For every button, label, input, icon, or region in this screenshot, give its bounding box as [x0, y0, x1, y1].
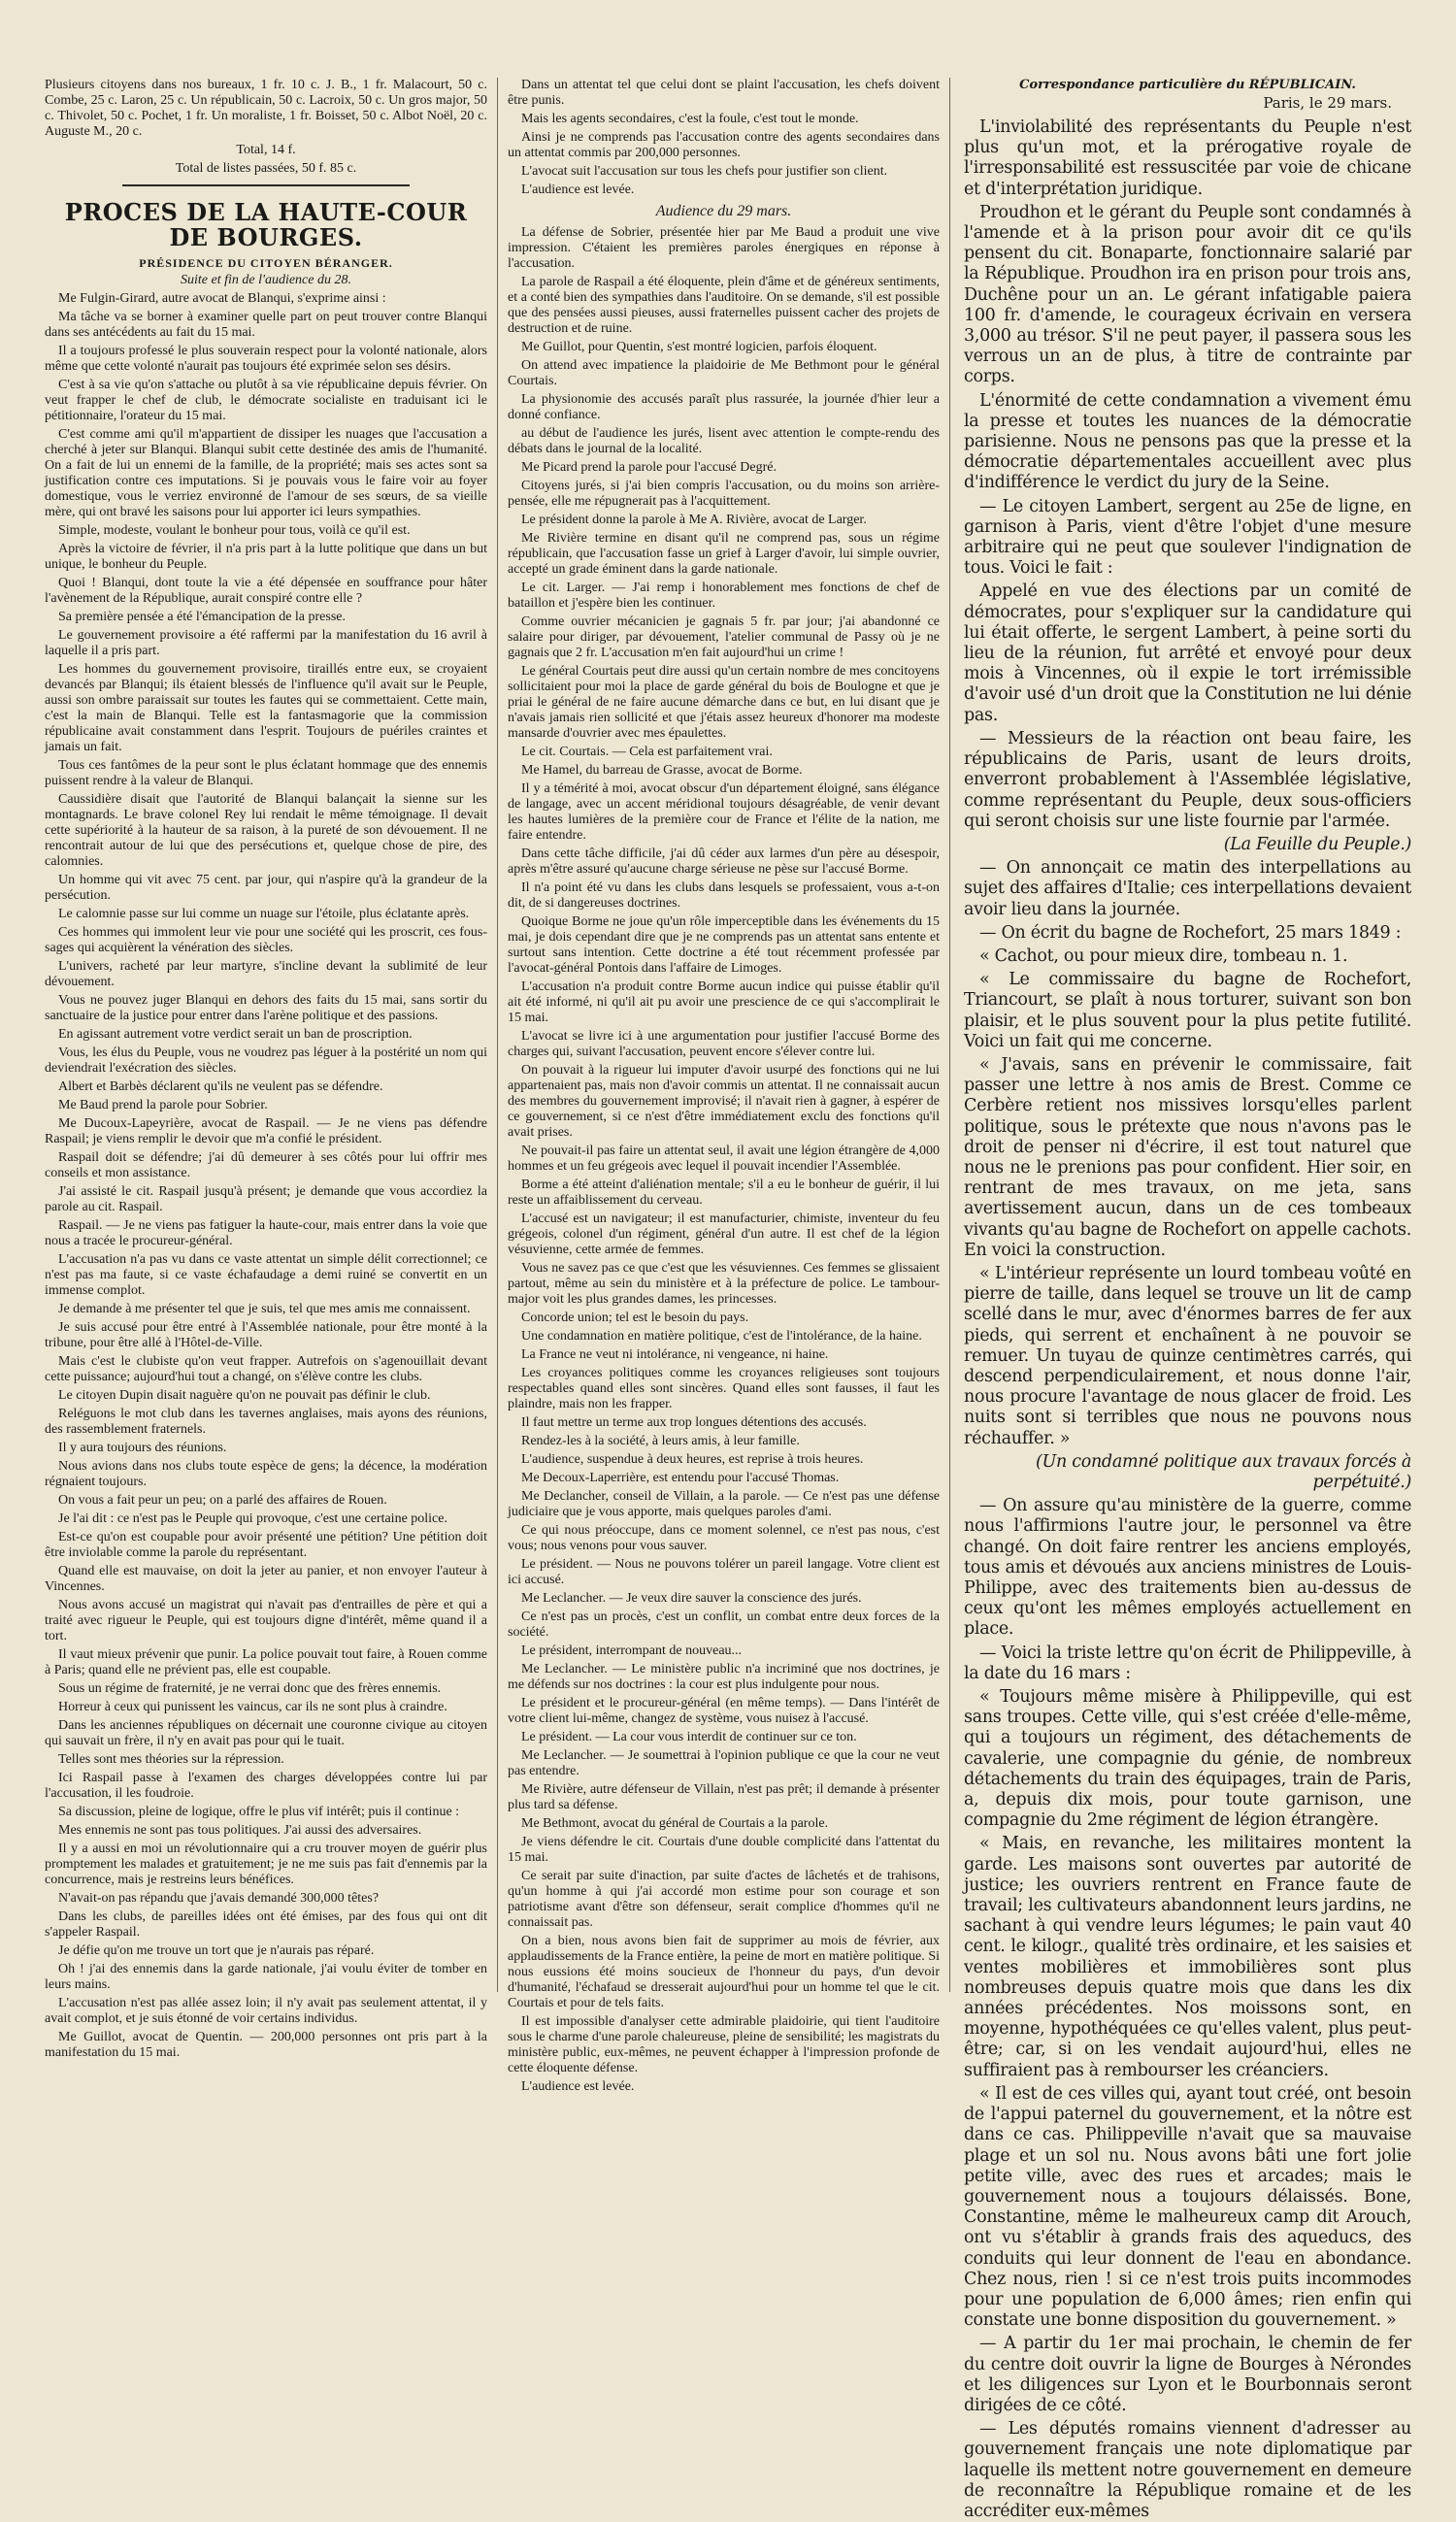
paragraph: Ce serait par suite d'inaction, par suite d'actes de lâchetés et de trahisons, qu'un homme à qui j'ai accordé mon estime pour son courage et son patriotisme avant d'être son défenseur, serait complice d'hommes qu'il ne connaissait pas.	[508, 1869, 940, 1930]
paragraph: C'est à sa vie qu'on s'attache ou plutôt à sa vie républicaine depuis février. On veut frapper le chef de club, le démocrate socialiste en traduisant ici le pétitionnaire, l'orateur du 15 mai.	[45, 378, 487, 423]
source-feuille-du-peuple: (La Feuille du Peuple.)	[1223, 834, 1411, 854]
paragraph: La parole de Raspail a été éloquente, plein d'âme et de généreux sentiments, et a conté bien des sympathies dans l'auditoire. On se demande, s'il est possible que des pensées aussi pieuses, aussi fraternelles puissent cacher des projets de destruction et de ruine.	[508, 275, 940, 336]
paragraph: Me Leclancher. — Le ministère public n'a incriminé que nos doctrines, je me défends sur nos doctrines : la cour est plus indulgente pour nous.	[508, 1662, 940, 1692]
paragraph: Me Guillot, avocat de Quentin. — 200,000 personnes ont pris part à la manifestation du 15 mai.	[45, 2030, 487, 2060]
paragraph: Oh ! j'ai des ennemis dans la garde nationale, j'ai voulu éviter de tomber en leurs mains.	[45, 1962, 487, 1992]
paragraph: Quoique Borme ne joue qu'un rôle imperceptible dans les événements du 15 mai, je dois cependant dire que je ne comprends pas un attentat sans entente et surtout sans intention. Cette doctrine a été tout récemment professée par l'avocat-général Pontois dans l'affaire de Limoges.	[508, 914, 940, 976]
paragraph: Il n'a point été vu dans les clubs dans lesquels se professaient, vous a-t-on dit, de si dangereuses doctrines.	[508, 880, 940, 911]
paragraph: Sous un régime de fraternité, je ne verrai donc que des frères ennemis.	[58, 1681, 442, 1696]
paragraph: Il y a témérité à moi, avocat obscur d'un département éloigné, sans élégance de langage, avec un accent méridional toujours désagréable, de venir devant les hautes lumières de la première cour de France et l'élite de la nation, me faire entendre.	[508, 781, 940, 843]
section-divider	[122, 184, 410, 186]
paragraph: — On écrit du bagne de Rochefort, 25 mars 1849 :	[979, 922, 1402, 943]
presidence-line: PRÉSIDENCE DU CITOYEN BÉRANGER.	[139, 256, 393, 270]
paragraph: Le président. — La cour vous interdit de continuer sur ce ton.	[521, 1730, 857, 1744]
paragraph: Le citoyen Dupin disait naguère qu'on ne pouvait pas définir le club.	[58, 1388, 431, 1403]
paragraph: Ici Raspail passe à l'examen des charges développées contre lui par l'accusation, il les foudroie.	[45, 1771, 487, 1801]
paragraph: Quoi ! Blanqui, dont toute la vie a été dépensée en souffrance pour hâter l'avènement de la République, aurait conspiré contre elle ?	[45, 576, 487, 606]
column-3	[949, 78, 1411, 2521]
paragraph: La défense de Sobrier, présentée hier par Me Baud a produit une vive impression. C'étaient les premières paroles énergiques en réponse à l'accusation.	[508, 225, 940, 271]
paragraph: On pouvait à la rigueur lui imputer d'avoir usurpé des fonctions qui ne lui appartenaient pas, mais non d'avoir commis un attentat. Il ne connaissait aucun des membres du gouvernement improvisé; il n'avait rien à gagner, à espérer de ce gouvernement, si ce n'est d'être immédiatement exclu des fonctions qu'il avait prises.	[508, 1063, 940, 1140]
paragraph: Je l'ai dit : ce n'est pas le Peuple qui provoque, c'est une certaine police.	[58, 1511, 447, 1526]
paragraph: L'audience, suspendue à deux heures, est reprise à trois heures.	[521, 1452, 864, 1467]
paragraph: Il est impossible d'analyser cette admirable plaidoirie, qui tient l'auditoire sous le charme d'une parole chaleureuse, pleine de sensibilité; les magistrats du ministère public, eux-mêmes, ne peuvent échapper à l'impression profonde de cette éloquente défense.	[508, 2014, 940, 2075]
paragraph: N'avait-on pas répandu que j'avais demandé 300,000 têtes?	[58, 1891, 380, 1906]
paragraph: Vous, les élus du Peuple, vous ne voudrez pas léguer à la postérité un nom qui deviendrait l'exécration des siècles.	[45, 1045, 487, 1076]
paragraph: Ainsi je ne comprends pas l'accusation contre des agents secondaires dans un attentat commis par 200,000 personnes.	[508, 130, 940, 160]
paragraph: Après la victoire de février, il n'a pris part à la lutte politique que dans un but unique, le bonheur du Peuple.	[45, 542, 487, 572]
paragraph: En agissant autrement votre verdict serait un ban de proscription.	[58, 1027, 413, 1042]
paragraph: Mes ennemis ne sont pas tous politiques. J'ai aussi des adversaires.	[58, 1823, 422, 1838]
paragraph: « Mais, en revanche, les militaires montent la garde. Les maisons sont ouvertes par autorité de justice; les ouvriers rentrent en France faute de travail; les cultivateurs abandonnent leurs jardins, ne sachant à qui vendre leurs légumes; le pain vaut 40 cent. le kilogr., qualité très ordinaire, et les saisies et ventes mobilières et immobilières sont plus nombreuses depuis quatre mois que dans les dix années précédentes. Nos moissons sont, en moyenne, hypothéquées ce qu'elles valent, plus peut-être; car, si on les vendait aujourd'hui, elles ne suffiraient pas à rembourser les créanciers.	[964, 1834, 1411, 2080]
paragraph: Il y aura toujours des réunions.	[58, 1441, 227, 1455]
paragraph: Ce n'est pas un procès, c'est un conflit, un combat entre deux forces de la société.	[508, 1609, 940, 1640]
paragraph: Reléguons le mot club dans les tavernes anglaises, mais ayons des réunions, des rassemblement fraternels.	[45, 1407, 487, 1437]
paragraph: Je défie qu'on me trouve un tort que je n'aurais pas réparé.	[58, 1943, 375, 1958]
column-1	[45, 78, 497, 2060]
paragraph: Sa discussion, pleine de logique, offre le plus vif intérêt; puis il continue :	[58, 1805, 460, 1819]
paragraph: Ces hommes qui immolent leur vie pour une société qui les proscrit, ces fous-sages qui acquièrent la vénération des siècles.	[45, 925, 487, 955]
paragraph: « L'intérieur représente un lourd tombeau voûté en pierre de taille, dans lequel se trouve un lit de camp scellé dans le mur, avec d'énormes barres de fer aux pieds, qui serrent et enchaînent à ne pouvoir se remuer. Un tuyau de quinze centimètres carrés, qui descend perpendiculairement, et nous donne l'air, nous procure l'avantage de nous glacer de froid. Les nuits sont si terribles que nous ne pouvons nous réchauffer. »	[964, 1263, 1411, 1448]
dateline: Paris, le 29 mars.	[1263, 94, 1392, 112]
paragraph: Rendez-les à la société, à leurs amis, à leur famille.	[521, 1434, 800, 1448]
paragraph: Me Leclancher. — Je veux dire sauver la conscience des jurés.	[521, 1591, 862, 1606]
audience-body	[508, 225, 940, 2095]
paragraph: Me Ducoux-Lapeyrière, avocat de Raspail. — Je ne viens pas défendre Raspail; je viens remplir le devoir que m'a confié le président.	[45, 1116, 487, 1146]
paragraph: Proudhon et le gérant du Peuple sont condamnés à l'amende et à la prison pour avoir dit ce qu'ils pensent du cit. Bonaparte, fonctionnaire salarié par la République. Proudhon ira en prison pour trois ans, Duchêne pour un an. Le gérant infatigable paiera 100 fr. d'amende, le courageux écrivain en versera 3,000 au trésor. S'il ne peut payer, il passera sous les verrous un an de plus, à titre de contrainte par corps.	[964, 202, 1411, 387]
paragraph: — On annonçait ce matin des interpellations au sujet des affaires d'Italie; ces interpellations devaient avoir lieu dans la journée.	[964, 858, 1411, 919]
correspondence-body	[964, 117, 1411, 832]
paragraph: Quand elle est mauvaise, on doit la jeter au panier, et non envoyer l'auteur à Vincennes.	[45, 1564, 487, 1594]
paragraph: « Le commissaire du bagne de Rochefort, Triancourt, se plaît à nous torturer, suivant son bon plaisir, et le plus souvent pour la plus petite futilité. Voici un fait qui me concerne.	[964, 970, 1411, 1051]
paragraph: Ce qui nous préoccupe, dans ce moment solennel, ce n'est pas nous, c'est vous; nous venons pour vous sauver.	[508, 1523, 940, 1553]
paragraph: La physionomie des accusés paraît plus rassurée, la journée d'hier leur a donné confiance.	[508, 392, 940, 422]
paragraph: L'accusé est un navigateur; il est manufacturier, chimiste, inventeur du feu grégeois, colonel d'un régiment, général d'un autre. Il est chef de la légion vésuvienne, cette armée de femmes.	[508, 1211, 940, 1257]
paragraph: On vous a fait peur un peu; on a parlé des affaires de Rouen.	[58, 1493, 387, 1508]
paragraph: « Cachot, ou pour mieux dire, tombeau n. 1.	[979, 946, 1348, 966]
paragraph: L'accusation n'a produit contre Borme aucun indice qui puisse établir qu'il ait été informé, ni qu'il ait pu avoir une prescience de ce qui s'accomplirait le 15 mai.	[508, 979, 940, 1025]
paragraph: L'audience est levée.	[521, 183, 635, 197]
paragraph: Je suis accusé pour être entré à l'Assemblée nationale, pour être monté à la tribune, pour être allé à l'Hôtel-de-Ville.	[45, 1320, 487, 1350]
paragraph: Me Rivière termine en disant qu'il ne comprend pas, sous un régime républicain, que l'accusation fasse un grief à Larger d'avoir, lui simple ouvrier, accepté un grade éminent dans la garde nationale.	[508, 531, 940, 577]
paragraph: Le président donne la parole à Me A. Rivière, avocat de Larger.	[521, 513, 867, 527]
paragraph: Il faut mettre un terme aux trop longues détentions des accusés.	[521, 1415, 867, 1430]
paragraph: Dans cette tâche difficile, j'ai dû céder aux larmes d'un père au désespoir, après m'être assuré qu'aucune charge sérieuse ne pèse sur l'accusé Borme.	[508, 846, 940, 877]
paragraph: Vous ne pouvez juger Blanqui en dehors des faits du 15 mai, sans sortir du sanctuaire de la justice pour entrer dans l'arène politique et des passions.	[45, 993, 487, 1023]
paragraph: L'avocat suit l'accusation sur tous les chefs pour justifier son client.	[521, 164, 888, 179]
paragraph: Horreur à ceux qui punissent les vaincus, car ils ne sont plus à craindre.	[58, 1700, 447, 1714]
paragraph: « Il est de ces villes qui, ayant tout créé, ont besoin de l'appui paternel du gouvernement, et la nôtre est dans ce cas. Philippeville n'avait que sa mauvaise plage et un sol nu. Nous avons bâti une fort jolie petite ville, avec des rues et arcades; mais le gouvernement nous a toujours délaissés. Bone, Constantine, même le malheureux camp dit Arouch, ont vu s'établir à grands frais des aqueducs, des conduits qui leur donnent de l'eau en abondance. Chez nous, rien ! si ce n'est trois puits incommodes pour une population de 6,000 âmes; rien enfin qui constate une bonne disposition du gouvernement. »	[964, 2083, 1411, 2331]
paragraph: L'audience est levée.	[521, 2079, 635, 2094]
paragraph: Nous avons accusé un magistrat qui n'avait pas d'entrailles de père et qui a traité avec rigueur le Peuple, qui est toujours digne d'intérêt, même quand il a tort.	[45, 1598, 487, 1643]
paragraph: Le cit. Courtais. — Cela est parfaitement vrai.	[521, 745, 773, 759]
paragraph: Comme ouvrier mécanicien je gagnais 5 fr. par jour; j'ai abandonné ce salaire pour diriger, par dévouement, l'atelier communal de Passy où je ne gagnais que 2 fr. L'accusation m'en fait aujourd'hui un crime !	[508, 614, 940, 660]
subscription-grand-total: Total de listes passées, 50 f. 85 c.	[175, 161, 357, 176]
paragraph: Ne pouvait-il pas faire un attentat seul, il avait une légion étrangère de 4,000 hommes et un feu grégeois avec lequel il pouvait incendier l'Assemblée.	[508, 1144, 940, 1174]
paragraph: Caussidière disait que l'autorité de Blanqui balançait la sienne sur les montagnards. Le brave colonel Rey lui rendait le même témoignage. Il devait cette supériorité à la hauteur de sa raison, à la pureté de son dévouement. Il ne rencontrait autour de lui que des persécutions et, quelque chose de pire, des calomnies.	[45, 792, 487, 869]
paragraph: Mais les agents secondaires, c'est la foule, c'est tout le monde.	[521, 112, 859, 126]
audience-title: Audience du 29 mars.	[655, 203, 792, 219]
paragraph: Raspail doit se défendre; j'ai dû demeurer à ses côtés pour lui offrir mes conseils et mon assistance.	[45, 1150, 487, 1180]
paragraph: La France ne veut ni intolérance, ni vengeance, ni haine.	[521, 1347, 829, 1362]
paragraph: Tous ces fantômes de la peur sont le plus éclatant hommage que des ennemis puissent rendre à la valeur de Blanqui.	[45, 758, 487, 788]
paragraph: — Voici la triste lettre qu'on écrit de Philippeville, à la date du 16 mars :	[964, 1643, 1411, 1683]
paragraph: — Messieurs de la réaction ont beau faire, les républicains de Paris, usant de leurs droits, enverront probablement à l'Assemblée législative, comme représentant du Peuple, deux sous-officiers qui seront choisis sur une liste fournie par l'armée.	[964, 728, 1411, 831]
paragraph: L'énormité de cette condamnation a vivement ému la presse et toutes les nuances de la démocratie parisienne. Nous ne pensons pas que la presse et la démocratie départementales accueillent avec plus d'indifférence le verdict du jury de la Seine.	[964, 390, 1411, 493]
paragraph: Mais c'est le clubiste qu'on veut frapper. Autrefois on s'agenouillait devant cette puissance; aujourd'hui tout a changé, on s'élève contre les clubs.	[45, 1354, 487, 1384]
paragraph: C'est comme ami qu'il m'appartient de dissiper les nuages que l'accusation a cherché à jeter sur Blanqui. Blanqui subit cette destinée des amis de l'humanité. On a fait de lui un ennemi de la famille, de la propriété; mais ses actes sont sa justification contre ces imputations. Si je pouvais vous le faire voir au foyer domestique, vous le verriez environné de l'amour de ses sœurs, de sa vieille mère, qui ont bravé les saisons pour lui apporter ici leurs sympathies.	[45, 427, 487, 519]
paragraph: Le gouvernement provisoire a été raffermi par la manifestation du 16 avril à laquelle il a pris part.	[45, 628, 487, 658]
paragraph: Le calomnie passe sur lui comme un nuage sur l'étoile, plus éclatante après.	[58, 907, 470, 921]
paragraph: Un homme qui vit avec 75 cent. par jour, qui n'aspire qu'à la grandeur de la persécution.	[45, 873, 487, 903]
paragraph: — A partir du 1er mai prochain, le chemin de fer du centre doit ouvrir la ligne de Bourges à Nérondes et les diligences sur Lyon et le Bourbonnais seront dirigées de ce côté.	[964, 2334, 1411, 2415]
paragraph: Me Picard prend la parole pour l'accusé Degré.	[521, 460, 777, 475]
paragraph: Les hommes du gouvernement provisoire, tiraillés entre eux, se croyaient devancés par Blanqui; ils étaient blessés de l'influence qu'il avait sur le Peuple, aussi son ombre paraissait sur toutes les fautes qui se commettaient. Cette main, c'est la main de Blanqui. Telle est la fantasmagorie que la commission républicaine avait constamment dans l'esprit. Toujours de puériles craintes et jamais un fait.	[45, 662, 487, 754]
paragraph: Me Leclancher. — Je soumettrai à l'opinion publique ce que la cour ne veut pas entendre.	[508, 1748, 940, 1778]
paragraph: Me Declancher, conseil de Villain, a la parole. — Ce n'est pas une défense judiciaire que je vous apporte, mais quelques paroles d'ami.	[508, 1489, 940, 1519]
paragraph: Borme a été atteint d'aliénation mentale; s'il a eu le bonheur de guérir, il lui reste un affaiblissement du cerveau.	[508, 1178, 940, 1208]
paragraph: Le président et le procureur-général (en même temps). — Dans l'intérêt de votre client lui-même, changez de système, vous nuisez à l'accusé.	[508, 1696, 940, 1726]
paragraph: Je demande à me présenter tel que je suis, tel que mes amis me connaissent.	[58, 1302, 471, 1316]
paragraph: Sa première pensée a été l'émancipation de la presse.	[58, 610, 346, 624]
paragraph: Le président. — Nous ne pouvons tolérer un pareil langage. Votre client est ici accusé.	[508, 1557, 940, 1587]
paragraph: Est-ce qu'on est coupable pour avoir présenté une pétition? Une pétition doit être inviolable comme la parole du représentant.	[45, 1530, 487, 1560]
paragraph: Nous avions dans nos clubs toute espèce de gens; la décence, la modération régnaient toujours.	[45, 1459, 487, 1489]
subscription-list	[45, 78, 487, 177]
paragraph: Citoyens jurés, si j'ai bien compris l'accusation, ou du moins son arrière-pensée, elle me répugnerait pas à l'acquittement.	[508, 479, 940, 509]
paragraph: Une condamnation en matière politique, c'est de l'intolérance, de la haine.	[521, 1329, 922, 1344]
paragraph: Me Fulgin-Girard, autre avocat de Blanqui, s'exprime ainsi :	[58, 291, 386, 306]
paragraph: Me Baud prend la parole pour Sobrier.	[58, 1098, 268, 1112]
paragraph: Dans les clubs, de pareilles idées ont été émises, par des fous qui ont dit s'appeler Raspail.	[45, 1909, 487, 1940]
paragraph: Me Rivière, autre défenseur de Villain, n'est pas prêt; il demande à présenter plus tard sa défense.	[508, 1782, 940, 1812]
article-title: PROCES DE LA HAUTE-COUR DE BOURGES.	[64, 198, 468, 251]
paragraph: Je viens défendre le cit. Courtais d'une double complicité dans l'attentat du 15 mai.	[508, 1835, 940, 1865]
paragraph: Me Decoux-Laperrière, est entendu pour l'accusé Thomas.	[521, 1471, 840, 1485]
article-body-continued	[508, 78, 940, 198]
paragraph: Ma tâche va se borner à examiner quelle part on peut trouver contre Blanqui dans ses antécédents au fait du 15 mai.	[45, 310, 487, 340]
columns	[45, 78, 1411, 2521]
paragraph: Le cit. Larger. — J'ai remp i honorablement mes fonctions de chef de bataillon et j'espère bien les continuer.	[508, 581, 940, 611]
paragraph: Concorde union; tel est le besoin du pays.	[521, 1311, 749, 1325]
paragraph: Vous ne savez pas ce que c'est que les vésuviennes. Ces femmes se glissaient partout, même au sein du ministère et à la préfecture de police. Le tambour-major voit les plus grandes dames, les princesses.	[508, 1261, 940, 1307]
paragraph: Dans un attentat tel que celui dont se plaint l'accusation, les chefs doivent être punis.	[508, 78, 940, 108]
paragraph: L'accusation n'a pas vu dans ce vaste attentat un simple délit correctionnel; ce n'est pas ma faute, si ce vaste échafaudage a demi ruiné se convertit en un immense complot.	[45, 1252, 487, 1298]
paragraph: Me Bethmont, avocat du général de Courtais a la parole.	[521, 1816, 829, 1831]
paragraph: Les croyances politiques comme les croyances religieuses sont toujours respectables quand elles sont sincères. Quand elles sont fausses, il faut les plaindre, mais non les frapper.	[508, 1366, 940, 1411]
source-condamne-politique: (Un condamné politique aux travaux forcés à perpétuité.)	[1036, 1451, 1411, 1492]
paragraph: L'inviolabilité des représentants du Peuple n'est plus qu'un mot, et la prérogative royale de l'irresponsabilité est ressuscitée par voie de chicane et d'interprétation juridique.	[964, 117, 1411, 199]
paragraph: Appelé en vue des élections par un comité de démocrates, pour s'expliquer sur la candidature qui lui était offerte, le sergent Lambert, à peine sorti du lieu de la réunion, fut arrêté et envoyé pour deux mois à Vincennes, où il expie le tort irrémissible d'avoir usé d'un droit que la Constitution ne lui dénie pas.	[964, 581, 1411, 725]
paragraph: On a bien, nous avons bien fait de supprimer au mois de février, aux applaudissements de la France entière, la peine de mort en matière politique. Si nous eussions été moins soucieux de l'honneur du pays, d'un devoir d'humanité, l'échafaud se dresserait aujourd'hui pour un homme tel que le cit. Courtais et pour de tels faits.	[508, 1934, 940, 2010]
paragraph: Telles sont mes théories sur la répression.	[58, 1752, 284, 1767]
paragraph: Simple, modeste, voulant le bonheur pour tous, voilà ce qu'il est.	[58, 523, 411, 538]
paragraph: — On assure qu'au ministère de la guerre, comme nous l'affirmions l'autre jour, le personnel va être changé. On doit faire rentrer les anciens employés, tous amis et dévoués aux anciens ministres de Louis-Philippe, avec des traitements bien au-dessus de ceux qu'ont les mêmes employés actuellement en place.	[964, 1496, 1411, 1640]
suite-line: Suite et fin de l'audience du 28.	[180, 273, 351, 287]
paragraph: On attend avec impatience la plaidoirie de Me Bethmont pour le général Courtais.	[508, 358, 940, 388]
column-2	[497, 78, 949, 2094]
paragraph: Il y a aussi en moi un révolutionnaire qui a cru trouver moyen de guérir plus promptement les malades et gratuitement; je ne me suis pas fait d'ennemis par la concurrence, mais je restreins leurs bénéfices.	[45, 1842, 487, 1887]
paragraph: — Le citoyen Lambert, sergent au 25e de ligne, en garnison à Paris, vient d'être l'objet d'une mesure arbitraire qui ne peut que soulever l'indignation de tous. Voici le fait :	[964, 496, 1411, 579]
paragraph: au début de l'audience les jurés, lisent avec attention le compte-rendu des débats dans le journal de la localité.	[508, 426, 940, 456]
paragraph: « J'avais, sans en prévenir le commissaire, fait passer une lettre à nos amis de Brest. Comme ce Cerbère retient nos missives lorsqu'elles parlent politique, sous le prétexte que nous n'avons pas le droit de penser ni d'écrire, il est tout naturel que nous ne le prenions pas pour confident. Hier soir, en rentrant de mes travaux, on me jeta, sans avertissement aucun, dans un de ces tombeaux vivants qu'au bagne de Rochefort on appelle cachots. En voici la construction.	[964, 1054, 1411, 1260]
paragraph: Me Guillot, pour Quentin, s'est montré logicien, parfois éloquent.	[521, 340, 877, 354]
paragraph: « Toujours même misère à Philippeville, qui est sans troupes. Cette ville, qui s'est créée d'elle-même, qui a toujours un régiment, des détachements de cavalerie, une compagnie du génie, de nombreux détachements du train des équipages, train de Paris, a, depuis dix mois, pour toute garnison, une compagnie du 2me régiment de légion étrangère.	[964, 1687, 1411, 1831]
paragraph: Il vaut mieux prévenir que punir. La police pouvait tout faire, à Rouen comme à Paris; quand elle ne prévient pas, elle est coupable.	[45, 1647, 487, 1677]
paragraph: Albert et Barbès déclarent qu'ils ne veulent pas se défendre.	[58, 1079, 383, 1094]
paragraph: L'univers, racheté par leur martyre, s'incline devant la sublimité de leur dévouement.	[45, 959, 487, 989]
rochefort-letter	[964, 858, 1411, 1449]
paragraph: — Les députés romains viennent d'adresser au gouvernement français une note diplomatique par laquelle ils mettent notre gouvernement en demeure de reconnaître la République romaine et de les accréditer eux-mêmes	[964, 2419, 1411, 2521]
subscription-text: Plusieurs citoyens dans nos bureaux, 1 fr. 10 c. J. B., 1 fr. Malacourt, 50 c. Combe, 25 c. Laron, 25 c. Un républicain, 50 c. Lacroix, 50 c. Un gros major, 50 c. Thivolet, 50 c. Pochet, 1 fr. Un moraliste, 1 fr. Boisset, 50 c. Albot Noël, 20 c. Auguste M., 20 c.	[45, 78, 487, 139]
paragraph: Raspail. — Je ne viens pas fatiguer la haute-cour, mais entrer dans la voie que nous a tracée le procureur-général.	[45, 1218, 487, 1248]
news-items	[964, 1496, 1411, 2522]
paragraph: L'accusation n'est pas allée assez loin; il n'y avait pas seulement attentat, il y avait complot, et je suis étonné de voir certains individus.	[45, 1996, 487, 2026]
paragraph: Il a toujours professé le plus souverain respect pour la volonté nationale, alors même que cette volonté n'aurait pas toujours été exprimée selon ses désirs.	[45, 344, 487, 374]
paragraph: Dans les anciennes républiques on décernait une couronne civique au citoyen qui sauvait un frère, il n'y en avait pas pour qui le tuait.	[45, 1718, 487, 1748]
article-body	[45, 291, 487, 2061]
correspondence-title: Correspondance particulière du RÉPUBLICAIN.	[1019, 78, 1356, 92]
paragraph: J'ai assisté le cit. Raspail jusqu'à présent; je demande que vous accordiez la parole au cit. Raspail.	[45, 1184, 487, 1214]
paragraph: Le général Courtais peut dire aussi qu'un certain nombre de mes concitoyens sollicitaient pour moi la place de garde général du bois de Boulogne et que je priai le général de ne faire aucune démarche dans ce but, en lui disant que je n'avais jamais rien sollicité et que j'étais assez heureux d'honorer ma modeste mansarde d'ouvrier avec mes épaulettes.	[508, 664, 940, 741]
paragraph: L'avocat se livre ici à une argumentation pour justifier l'accusé Borme des charges qui, suivant l'accusation, peuvent encore s'élever contre lui.	[508, 1029, 940, 1059]
paragraph: Le président, interrompant de nouveau...	[521, 1643, 743, 1658]
subscription-total: Total, 14 f.	[236, 143, 296, 157]
paragraph: Me Hamel, du barreau de Grasse, avocat de Borme.	[521, 763, 803, 778]
